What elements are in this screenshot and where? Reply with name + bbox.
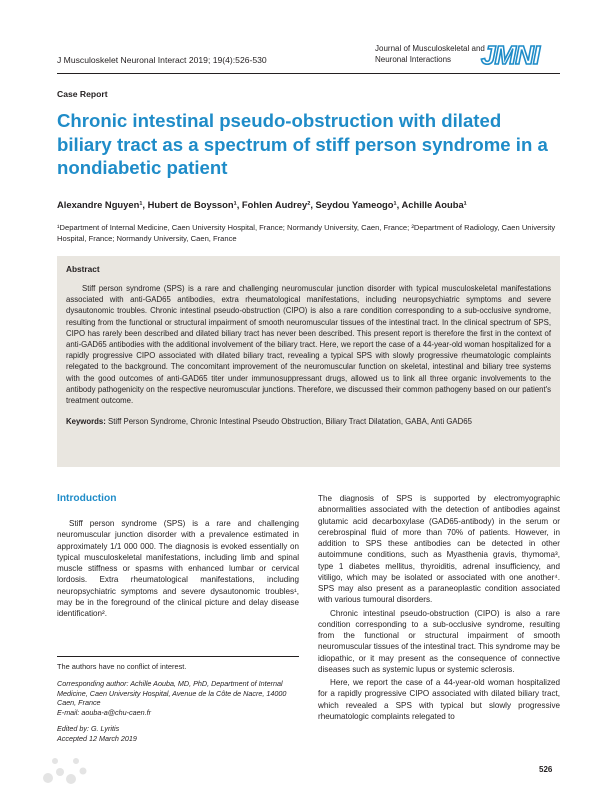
correspondence [57, 679, 299, 717]
article-title: Chronic intestinal pseudo-obstruction with dilated biliary tract as a spectrum of stiff person syndrome in a nondiabetic patient [57, 110, 548, 179]
abstract-text: Stiff person syndrome (SPS) is a rare and challenging neuromuscular junction disorder with typical musculoskeletal manifestations associated with anti-GAD65 antibodies, extra rheumatological manifestations, including neuropsychiatric symptoms and severe dysautonomic troubles. Chronic intestinal pseudo-obstruction (CIPO) is also a rare condition corresponding to a sub-occlusive syndrome, resulting from the functional or structural impairment of smooth neuromuscular tissues of the intestinal tract. In the clinical spectrum of SPS, CIPO has rarely been described and dilated biliary tract has never been described. This present report is therefore the first in the context of anti-GAD65 antibodies with the additional involvement of the biliary tract. Here, we report the case of a 44-year-old woman hospitalized for a rapidly progressive CIPO associated with dilated biliary tract, revealing a typical SPS with slowly progressive rheumatologic complaints relegated to the background. The concomitant improvement of the neuromuscular function on skeletal, intestinal and biliary tree systems with the good outcomes of anti-GAD65 titer under immunosuppressant drugs, allowed us to link all three organic involvements to the antibody pathogenicity on the respective neuromuscular junctions. Therefore, we discussed their common pathogeny based on our patient's treatment outcome. [66, 284, 551, 406]
intro-paragraph: Stiff person syndrome (SPS) is a rare and challenging neuromuscular junction disorder with a prevalence estimated in approximately 1/1 000 000. The diagnosis is evoked essentially on typical musculoskeletal manifestations, including limb and spinal muscle stiffness or spasms with enhanced lumbar or cervical lordosis. Extra rheumatological manifestations, including neuropsychiatric symptoms and severe dysautonomic troubles¹, may be in the foreground of the clinical picture and delay disease identification². [57, 519, 299, 618]
body-paragraph: The diagnosis of SPS is supported by electromyographic abnormalities associated with the detection of antibodies against glutamic acid decarboxylase (GAD65-antibody) in the serum or cerebrospinal fluid of more than 70% of patients. However, in addition to SPS these antibodies can be detected in other autoimmune conditions, such as Myasthenia gravis, thymoma³, type 1 diabetes mellitus, thyroiditis, adrenal insufficiency, and vitiligo, which may be isolated or associated with one another⁴. SPS may also present as a paraneoplastic condition associated with various tumoural disorders. [318, 494, 560, 605]
author-email: E-mail: aouba-a@chu-caen.fr [57, 707, 151, 717]
conflict-statement: The authors have no conflict of interest. [57, 662, 187, 671]
page-number: 526 [539, 765, 553, 774]
edited-by: Edited by: G. Lyritis [57, 724, 120, 733]
author-list: Alexandre Nguyen¹, Hubert de Boysson¹, Fohlen Audrey², Seydou Yameogo¹, Achille Aouba¹ [57, 199, 467, 210]
corresponding-author: Corresponding author: Achille Aouba, MD, PhD, Department of Internal Medicine, Caen University Hospital, Avenue de la Côte de Nacre, 14000 Caen, France [57, 679, 287, 708]
editorial-info [57, 724, 299, 743]
keywords-label: Keywords: [66, 417, 106, 427]
abstract-box [57, 256, 560, 467]
header-divider [57, 73, 560, 74]
keywords [66, 416, 551, 427]
journal-logo [481, 40, 563, 70]
section-heading-introduction: Introduction [57, 493, 117, 504]
footnote-divider [57, 656, 299, 657]
left-column [57, 493, 299, 619]
right-column [318, 493, 560, 722]
journal-citation: J Musculoskelet Neuronal Interact 2019; 19(4):526-530 [57, 55, 267, 65]
journal-name: Journal of Musculoskeletal and Neuronal Interactions [375, 44, 485, 64]
affiliations: ¹Department of Internal Medicine, Caen University Hospital, France; Normandy University, Caen, France; ²Department of Radiology, Caen University Hospital, France; Normandy University, Caen, France [57, 223, 556, 243]
keywords-list: Stiff Person Syndrome, Chronic Intestinal Pseudo Obstruction, Biliary Tract Dilatation, GABA, Anti GAD65 [108, 417, 472, 427]
abstract-heading: Abstract [66, 264, 100, 274]
body-paragraph: Chronic intestinal pseudo-obstruction (CIPO) is also a rare condition corresponding to a sub-occlusive syndrome, resulting from the functional or structural impairment of smooth neuromuscular tissues of the intestinal tract. This syndrome may be idiopathic, or it may present as the consequence of connective diseases such as systemic lupus or systemic sclerosis. [318, 608, 560, 674]
decorative-corner-icon [38, 752, 98, 788]
accepted-date: Accepted 12 March 2019 [57, 733, 137, 743]
journal-logo-text: JMNI [481, 40, 540, 70]
body-paragraph: Here, we report the case of a 44-year-old woman hospitalized for a rapidly progressive CIPO associated with dilated biliary tract, which revealed a SPS with typical but slowly progressive rheumatologic complaints relegated to [318, 678, 560, 721]
article-type: Case Report [57, 89, 108, 99]
